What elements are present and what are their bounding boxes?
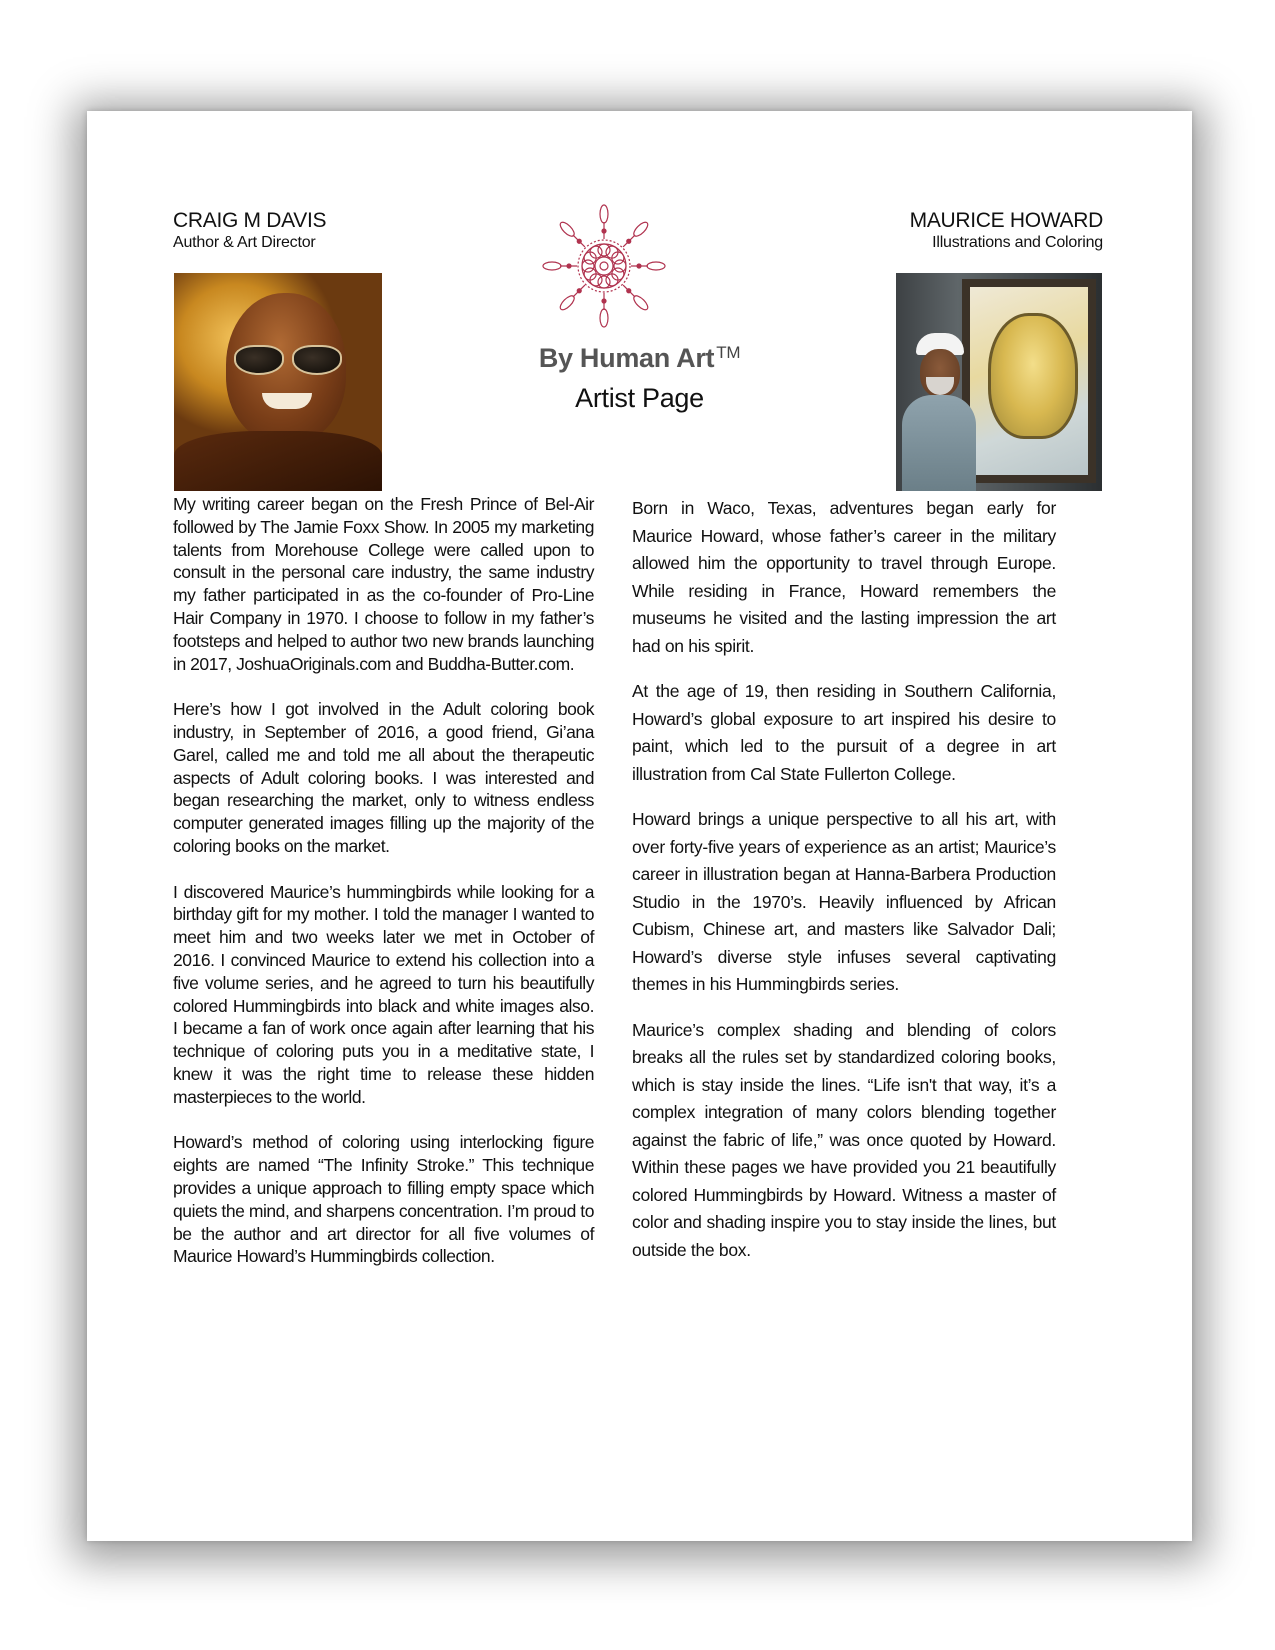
document-page <box>87 111 1192 1541</box>
page-title: Artist Page <box>575 383 704 413</box>
bio-paragraph: At the age of 19, then residing in Southern California, Howard’s global exposure to art inspired his desire to paint, which led to the pursuit of a degree in art illustration from Cal State Fullerton College. <box>632 681 1056 784</box>
author-photo <box>174 273 382 491</box>
brand-title <box>417 343 862 374</box>
author-bio <box>173 493 594 1291</box>
bio-paragraph: Born in Waco, Texas, adventures began early for Maurice Howard, whose father’s career in the military allowed him the opportunity to travel through Europe. While residing in France, Howard remembers the museums he visited and the lasting impression the art had on his spirit. <box>632 498 1056 656</box>
mandala-icon <box>539 201 669 331</box>
illustrator-bio <box>632 495 1056 1282</box>
brand-name: By Human Art <box>538 343 715 373</box>
author-name: CRAIG M DAVIS <box>173 209 327 232</box>
bio-paragraph: Here’s how I got involved in the Adult coloring book industry, in September of 2016, a good friend, Gi’ana Garel, called me and told me all about the therapeutic aspects of Adult coloring books. I was interested and began researching the market, only to witness endless computer generated images filling up the majority of the coloring books on the market. <box>173 699 594 856</box>
bio-paragraph: Howard’s method of coloring using interlocking figure eights are named “The Infinity Stroke.” This technique provides a unique approach to filling empty space which quiets the mind, and sharpens concentration. I’m proud to be the author and art director for all five volumes of Maurice Howard’s Hummingbirds collection. <box>173 1132 594 1267</box>
bio-paragraph: I discovered Maurice’s hummingbirds while looking for a birthday gift for my mother. I told the manager I wanted to meet him and two weeks later we met in October of 2016. I convinced Maurice to extend his collection into a five volume series, and he agreed to turn his beautifully colored Hummingbirds into black and white images also. I became a fan of work once again after learning that his technique of coloring puts you in a meditative state, I knew it was the right time to release these hidden masterpieces to the world. <box>173 881 594 1107</box>
bio-paragraph: Howard brings a unique perspective to all his art, with over forty-five years of experience as an artist; Maurice’s career in illustration began at Hanna-Barbera Production Studio in the 1970’s. Heavily influenced by African Cubism, Chinese art, and masters like Salvador Dali; Howard’s diverse style infuses several captivating themes in his Hummingbirds series. <box>632 809 1056 994</box>
illustrator-photo <box>896 273 1102 491</box>
bio-paragraph: Maurice’s complex shading and blending of colors breaks all the rules set by standardized coloring books, which is stay inside the lines. “Life isn't that way, it’s a complex integration of many colors blending together against the fabric of life,” was once quoted by Howard. Within these pages we have provided you 21 beautifully colored Hummingbirds by Howard. Witness a master of color and shading inspire you to stay inside the lines, but outside the box. <box>632 1019 1056 1260</box>
bio-paragraph: My writing career began on the Fresh Prince of Bel-Air followed by The Jamie Foxx Show. In 2005 my marketing talents from Morehouse College were called upon to consult in the personal care industry, the same industry my father participated in as the co-founder of Pro-Line Hair Company in 1970. I choose to follow in my father’s footsteps and helped to author two new brands launching in 2017, JoshuaOriginals.com and Buddha-Butter.com. <box>173 494 594 674</box>
illustrator-name: MAURICE HOWARD <box>909 209 1103 232</box>
trademark-mark: TM <box>716 343 741 362</box>
author-role: Author & Art Director <box>173 234 316 251</box>
illustrator-role: Illustrations and Coloring <box>932 234 1103 251</box>
